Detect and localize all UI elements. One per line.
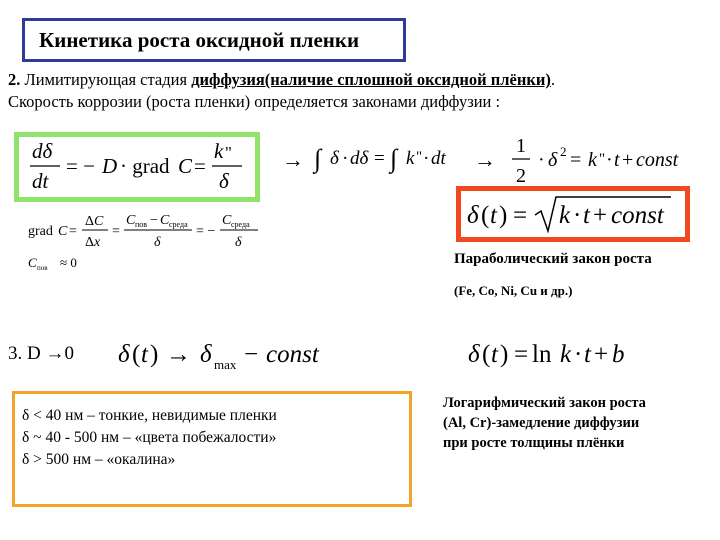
svg-text:δ: δ [154,235,161,250]
thickness-scale: δ > 500 нм – «окалина» [22,451,176,468]
svg-text:=: = [112,224,120,239]
svg-text:k: k [214,139,224,163]
svg-text:=: = [570,149,582,171]
svg-text:= −: = − [196,224,216,239]
section-2-line-2: Скорость коррозии (роста пленки) определяется законами диффузии : [8,92,501,111]
svg-text:−: − [244,341,259,368]
svg-text:·: · [574,341,583,368]
svg-text:+: + [594,341,609,368]
svg-text:=: = [194,154,206,178]
svg-text:": " [599,151,606,167]
svg-text:=: = [513,202,528,229]
svg-text:b: b [612,341,625,368]
svg-text:(: ( [482,341,491,368]
svg-text:·: · [538,149,545,171]
svg-text:Δ: Δ [85,214,95,229]
log-law-description [443,393,646,453]
svg-text:dt: dt [32,169,49,193]
section-2-underlined: диффузия(наличие сплошной оксидной плёнки) [191,70,551,89]
svg-text:C: C [178,154,193,178]
svg-text:k: k [559,202,571,229]
svg-text:dδ: dδ [350,148,369,169]
section-2-text-before: Лимитирующая стадия [20,70,192,89]
thickness-list [22,405,277,471]
section-3-label: 3. D →0 [8,343,74,364]
svg-text:D: D [102,154,118,178]
limit-formula [116,334,382,374]
svg-text:ln: ln [532,341,552,368]
svg-text:δ: δ [200,341,212,368]
svg-text:C: C [222,213,232,228]
parabolic-law-formula [461,191,685,237]
svg-text:dt: dt [431,148,446,169]
svg-text:∫: ∫ [314,144,322,173]
svg-text:C: C [28,255,37,270]
svg-text:→: → [166,341,191,368]
section-2-line-1 [8,69,555,91]
svg-text:· grad: · grad [120,154,170,178]
svg-text:(: ( [481,202,490,229]
thickness-thin: δ < 40 нм – тонкие, невидимые пленки [22,407,277,424]
svg-text:Δ: Δ [85,235,95,250]
svg-text:C: C [94,214,104,229]
gradient-formula [26,206,266,254]
section-2-text-after: . [550,70,555,89]
svg-text:C: C [160,213,170,228]
diffusion-law-formula [20,136,256,198]
svg-text:= −: = − [66,154,95,178]
log-law-note: при росте толщины плёнки [443,435,625,451]
svg-text:+: + [622,149,634,171]
svg-text:δ: δ [467,202,479,229]
title-box [22,18,406,62]
svg-text:δ: δ [235,235,242,250]
svg-text:среда: среда [231,220,250,229]
svg-text:C: C [58,224,68,239]
svg-text:t: t [490,202,497,229]
svg-text:пов: пов [135,220,148,229]
arrow-1: → [282,147,304,172]
svg-text:C: C [126,213,136,228]
svg-text:δ: δ [118,341,130,368]
svg-text:dδ: dδ [32,139,53,163]
svg-text:t: t [583,202,590,229]
svg-text:t: t [141,341,148,368]
svg-text:δ: δ [330,148,339,169]
svg-text:const: const [266,341,319,368]
half-integral-formula [508,130,714,190]
section-2-text [8,69,555,113]
svg-text:δ: δ [468,341,480,368]
svg-text:): ) [150,341,159,368]
svg-text:≈ 0: ≈ 0 [60,255,77,270]
svg-text:": " [225,143,232,162]
svg-text:2: 2 [516,165,526,187]
page-title: Кинетика роста оксидной пленки [39,27,360,52]
svg-text:t: t [614,149,620,171]
svg-text:k: k [560,341,572,368]
arrow-2: → [474,147,496,172]
svg-text:const: const [636,149,679,171]
svg-text:1: 1 [516,135,526,157]
svg-text:(: ( [132,341,141,368]
svg-text:∫: ∫ [390,144,398,173]
log-formula [466,334,666,374]
svg-text:·: · [573,202,582,229]
surface-concentration-formula [26,252,106,274]
svg-text:пов: пов [37,264,48,272]
svg-text:−: − [150,213,158,228]
log-law-title: Логарифмический закон роста [443,395,646,411]
svg-text:t: t [584,341,591,368]
svg-text:): ) [499,202,508,229]
svg-text:const: const [611,202,664,229]
svg-text:t: t [491,341,498,368]
svg-text:=: = [374,148,385,169]
svg-text:2: 2 [560,144,567,159]
svg-text:=: = [514,341,529,368]
section-2-number: 2. [8,70,21,89]
integral-formula [312,137,472,181]
svg-text:+: + [593,202,608,229]
svg-text:·: · [606,149,613,171]
svg-text:): ) [500,341,509,368]
log-law-metals: (Al, Cr)-замедление диффузии [443,415,640,431]
svg-text:δ: δ [548,149,558,171]
thickness-temper-colors: δ ~ 40 - 500 нм – «цвета побежалости» [22,429,277,446]
svg-text:=: = [69,224,77,239]
svg-text:·: · [342,148,349,169]
svg-text:grad: grad [28,224,53,239]
parabolic-law-label: Параболический закон роста [454,251,652,267]
svg-text:·: · [423,148,430,169]
svg-text:k: k [588,149,597,171]
svg-text:среда: среда [169,220,188,229]
svg-text:max: max [214,357,237,372]
svg-text:x: x [94,235,101,250]
svg-text:δ: δ [219,169,229,193]
svg-text:k: k [406,148,415,169]
parabolic-metals: (Fe, Co, Ni, Cu и др.) [454,283,573,298]
svg-text:": " [416,149,423,165]
